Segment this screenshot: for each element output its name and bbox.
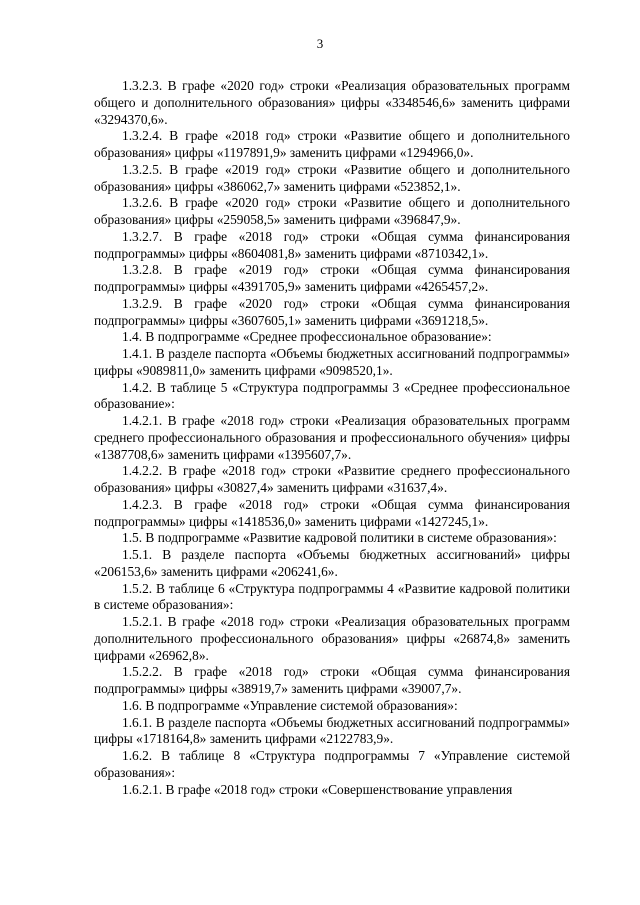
paragraph: 1.5.1. В разделе паспорта «Объемы бюджетных ассигнований» цифры «206153,6» заменить цифрами «206241,6». [94,547,570,579]
paragraph: 1.3.2.4. В графе «2018 год» строки «Развитие общего и дополнительного образования» цифры «1197891,9» заменить цифрами «1294966,0». [94,128,570,160]
paragraph: 1.3.2.9. В графе «2020 год» строки «Общая сумма финансирования подпрограммы» цифры «3607605,1» заменить цифрами «3691218,5». [94,295,570,328]
paragraph: 1.3.2.5. В графе «2019 год» строки «Развитие общего и дополнительного образования» цифры «386062,7» заменить цифрами «523852,1». [94,161,570,194]
paragraph: 1.5.2. В таблице 6 «Структура подпрограммы 4 «Развитие кадровой политики в системе образования»: [94,580,570,613]
document-body [94,78,570,798]
paragraph: 1.3.2.6. В графе «2020 год» строки «Развитие общего и дополнительного образования» цифры «259058,5» заменить цифрами «396847,9». [94,195,570,227]
paragraph: 1.6. В подпрограмме «Управление системой образования»: [122,697,458,713]
paragraph: 1.4.1. В разделе паспорта «Объемы бюджетных ассигнований подпрограммы» цифры «9089811,0» заменить цифрами «9098520,1». [94,346,570,378]
paragraph: 1.5. В подпрограмме «Развитие кадровой политики в системе образования»: [122,530,557,546]
paragraph: 1.4. В подпрограмме «Среднее профессиональное образование»: [122,329,492,345]
paragraph: 1.5.2.2. В графе «2018 год» строки «Общая сумма финансирования подпрограммы» цифры «38919,7» заменить цифрами «39007,7». [94,664,570,696]
paragraph: 1.4.2.1. В графе «2018 год» строки «Реализация образовательных программ среднего профессионального образования и профессионального обучения» цифры «1387708,6» заменить цифрами «1395607,7». [94,413,570,462]
paragraph: 1.6.2. В таблице 8 «Структура подпрограммы 7 «Управление системой образования»: [94,748,570,780]
paragraph: 1.4.2. В таблице 5 «Структура подпрограммы 3 «Среднее профессиональное образование»: [94,379,570,412]
paragraph: 1.5.2.1. В графе «2018 год» строки «Реализация образовательных программ дополнительного профессионального образования» цифры «26874,8» заменить цифрами «26962,8». [94,614,570,663]
paragraph: 1.3.2.3. В графе «2020 год» строки «Реализация образовательных программ общего и дополнительного образования» цифры «3348546,6» заменить цифрами «3294370,6». [94,78,570,127]
paragraph: 1.6.2.1. В графе «2018 год» строки «Совершенствование управления [122,781,513,797]
page-number: 3 [316,36,324,51]
paragraph: 1.4.2.3. В графе «2018 год» строки «Общая сумма финансирования подпрограммы» цифры «1418536,0» заменить цифрами «1427245,1». [94,496,570,529]
paragraph: 1.6.1. В разделе паспорта «Объемы бюджетных ассигнований подпрограммы» цифры «1718164,8» заменить цифрами «2122783,9». [94,714,570,747]
paragraph: 1.3.2.8. В графе «2019 год» строки «Общая сумма финансирования подпрограммы» цифры «4391705,9» заменить цифрами «4265457,2». [94,262,570,294]
paragraph: 1.4.2.2. В графе «2018 год» строки «Развитие среднего профессионального образования» цифры «30827,4» заменить цифрами «31637,4». [94,463,570,495]
paragraph: 1.3.2.7. В графе «2018 год» строки «Общая сумма финансирования подпрограммы» цифры «8604081,8» заменить цифрами «8710342,1». [94,228,570,261]
